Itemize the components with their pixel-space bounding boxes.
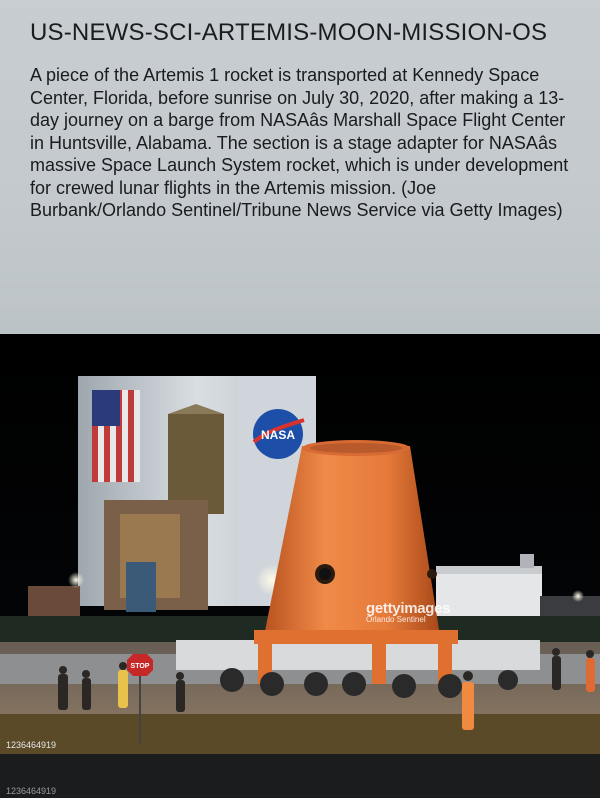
photo [0, 334, 600, 798]
photo-scene [0, 334, 600, 798]
watermark-credit: Orlando Sentinel [366, 615, 426, 624]
image-id: 1236464919 [6, 740, 57, 750]
caption-panel [0, 0, 600, 334]
nasa-logo-text: NASA [260, 428, 296, 442]
stop-sign-text: STOP [130, 663, 150, 670]
caption-body: A piece of the Artemis 1 rocket is transported at Kennedy Space Center, Florida, before sunrise on July 30, 2020, after making a 13-day journey on a barge from NASAâs Marshall Space Flight Center in Huntsville, Alabama. The section is a stage adapter for NASAâs massive Space Launch System rocket, which is under development for crewed lunar flights in the Artemis mission. (Joe Burbank/Orlando Sentinel/Tribune News Service via Getty Images) [30, 65, 569, 220]
watermark-brand: gettyimages [366, 600, 451, 617]
light-glow [68, 572, 84, 588]
image-id-reflection: 1236464919 [6, 786, 57, 796]
reflection-water [0, 754, 600, 798]
light-glow [572, 590, 584, 602]
watermark [366, 600, 450, 624]
flag-image [92, 390, 140, 482]
grass-foreground [0, 714, 600, 754]
headline: US-NEWS-SCI-ARTEMIS-MOON-MISSION-OS [30, 19, 548, 46]
